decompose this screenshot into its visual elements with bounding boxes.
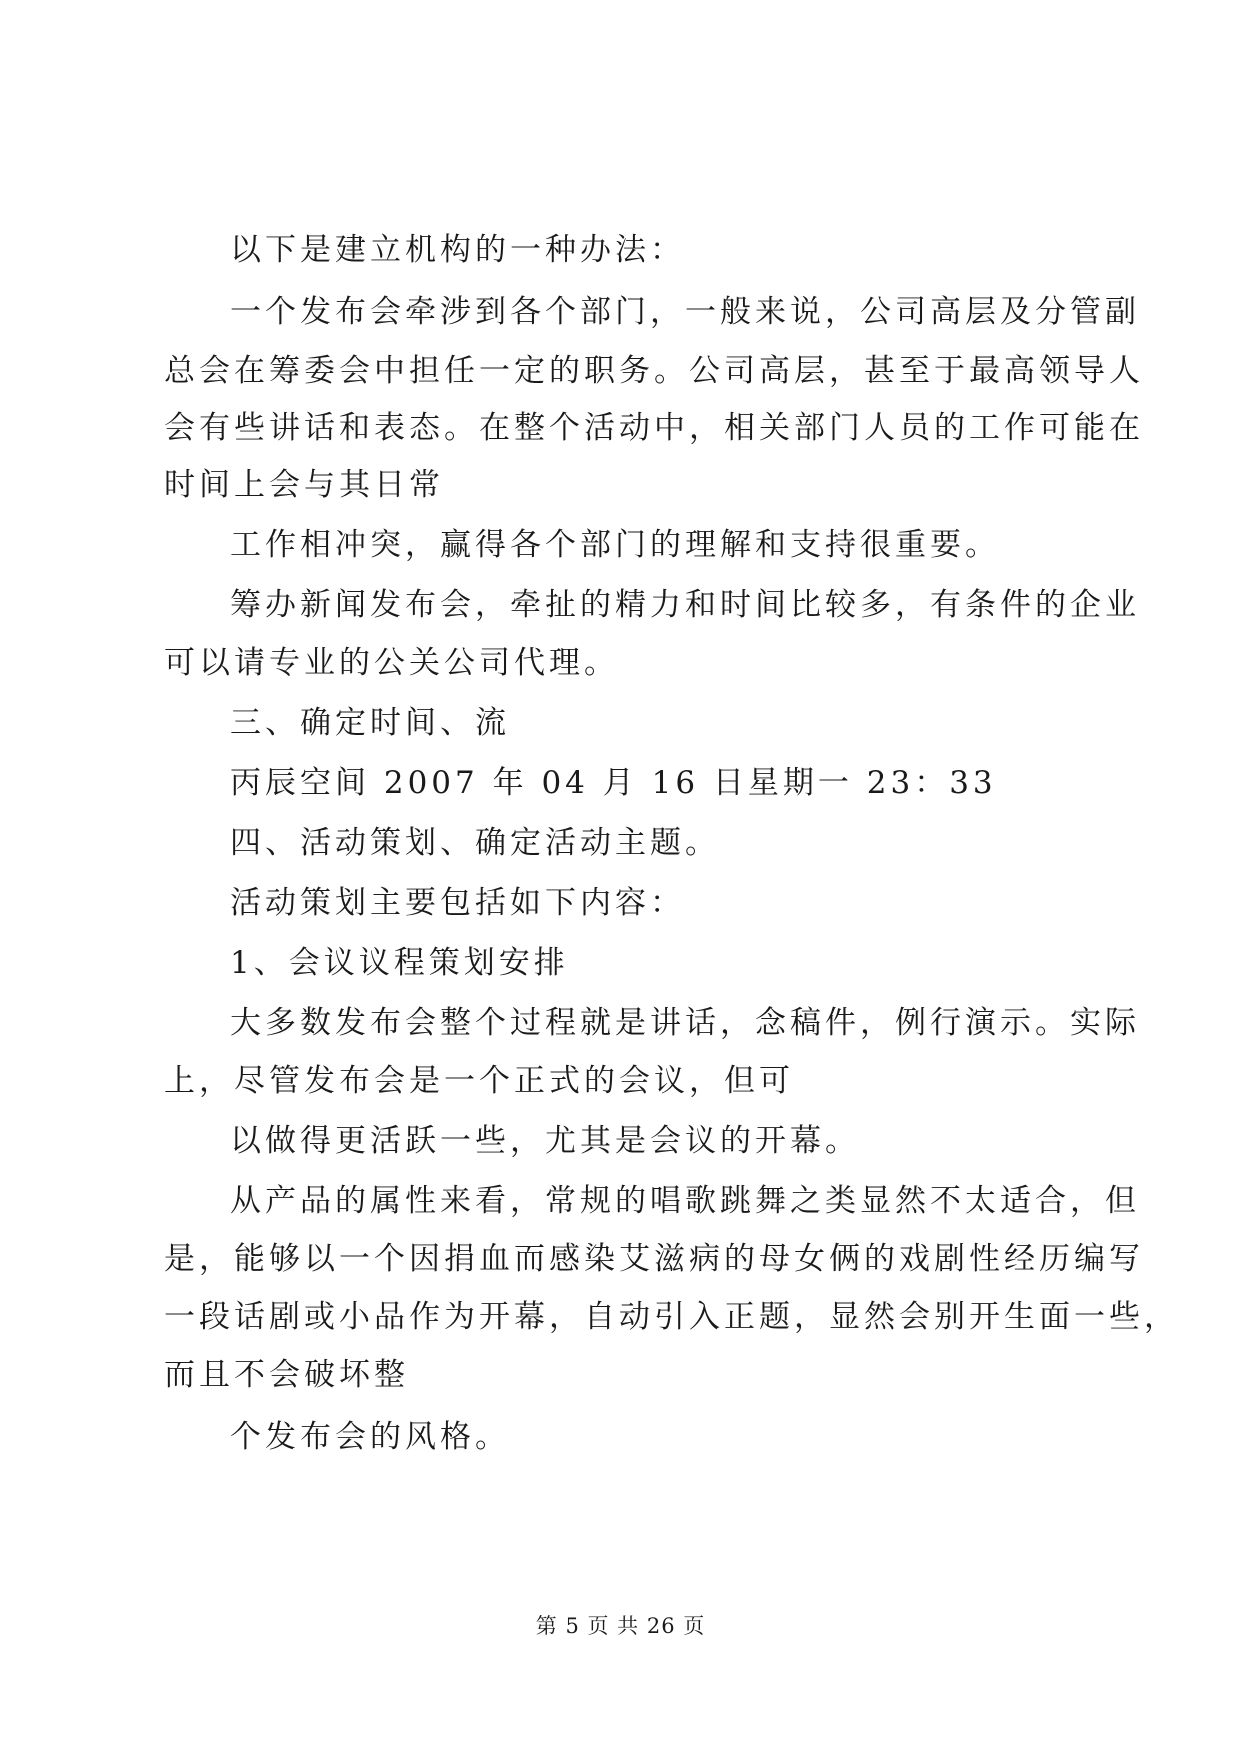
text-line: 大多数发布会整个过程就是讲话，念稿件，例行演示。实际: [230, 1005, 1140, 1041]
text-line: 工作相冲突，赢得各个部门的理解和支持很重要。: [230, 527, 1000, 563]
text-line: 三、确定时间、流: [230, 705, 510, 741]
text-line: 筹办新闻发布会，牵扯的精力和时间比较多，有条件的企业: [230, 587, 1140, 623]
text-line: 是，能够以一个因捐血而感染艾滋病的母女俩的戏剧性经历编写: [164, 1241, 1144, 1277]
page-footer: [0, 1610, 1241, 1640]
text-line: 会有些讲话和表态。在整个活动中，相关部门人员的工作可能在: [164, 410, 1144, 446]
text-line: 以下是建立机构的一种办法：: [230, 232, 685, 268]
text-line: 四、活动策划、确定活动主题。: [230, 825, 720, 861]
text-line: 丙辰空间 2007 年 04 月 16 日星期一 23：33: [230, 765, 997, 801]
page-number-label: 第 5 页 共 26 页: [535, 1614, 706, 1638]
text-line: 活动策划主要包括如下内容：: [230, 885, 685, 921]
text-line: 以做得更活跃一些，尤其是会议的开幕。: [230, 1123, 860, 1159]
text-line: 可以请专业的公关公司代理。: [164, 645, 619, 681]
text-line: 一段话剧或小品作为开幕，自动引入正题，显然会别开生面一些，: [164, 1299, 1179, 1335]
text-line: 而且不会破坏整: [164, 1357, 409, 1393]
text-line: 一个发布会牵涉到各个部门，一般来说，公司高层及分管副: [230, 294, 1140, 330]
text-line: 个发布会的风格。: [230, 1419, 510, 1455]
text-line: 1、会议议程策划安排: [230, 945, 569, 981]
text-line: 上，尽管发布会是一个正式的会议，但可: [164, 1063, 794, 1099]
text-line: 总会在筹委会中担任一定的职务。公司高层，甚至于最高领导人: [164, 353, 1144, 389]
text-line: 时间上会与其日常: [164, 467, 444, 503]
text-line: 从产品的属性来看，常规的唱歌跳舞之类显然不太适合，但: [230, 1183, 1140, 1219]
